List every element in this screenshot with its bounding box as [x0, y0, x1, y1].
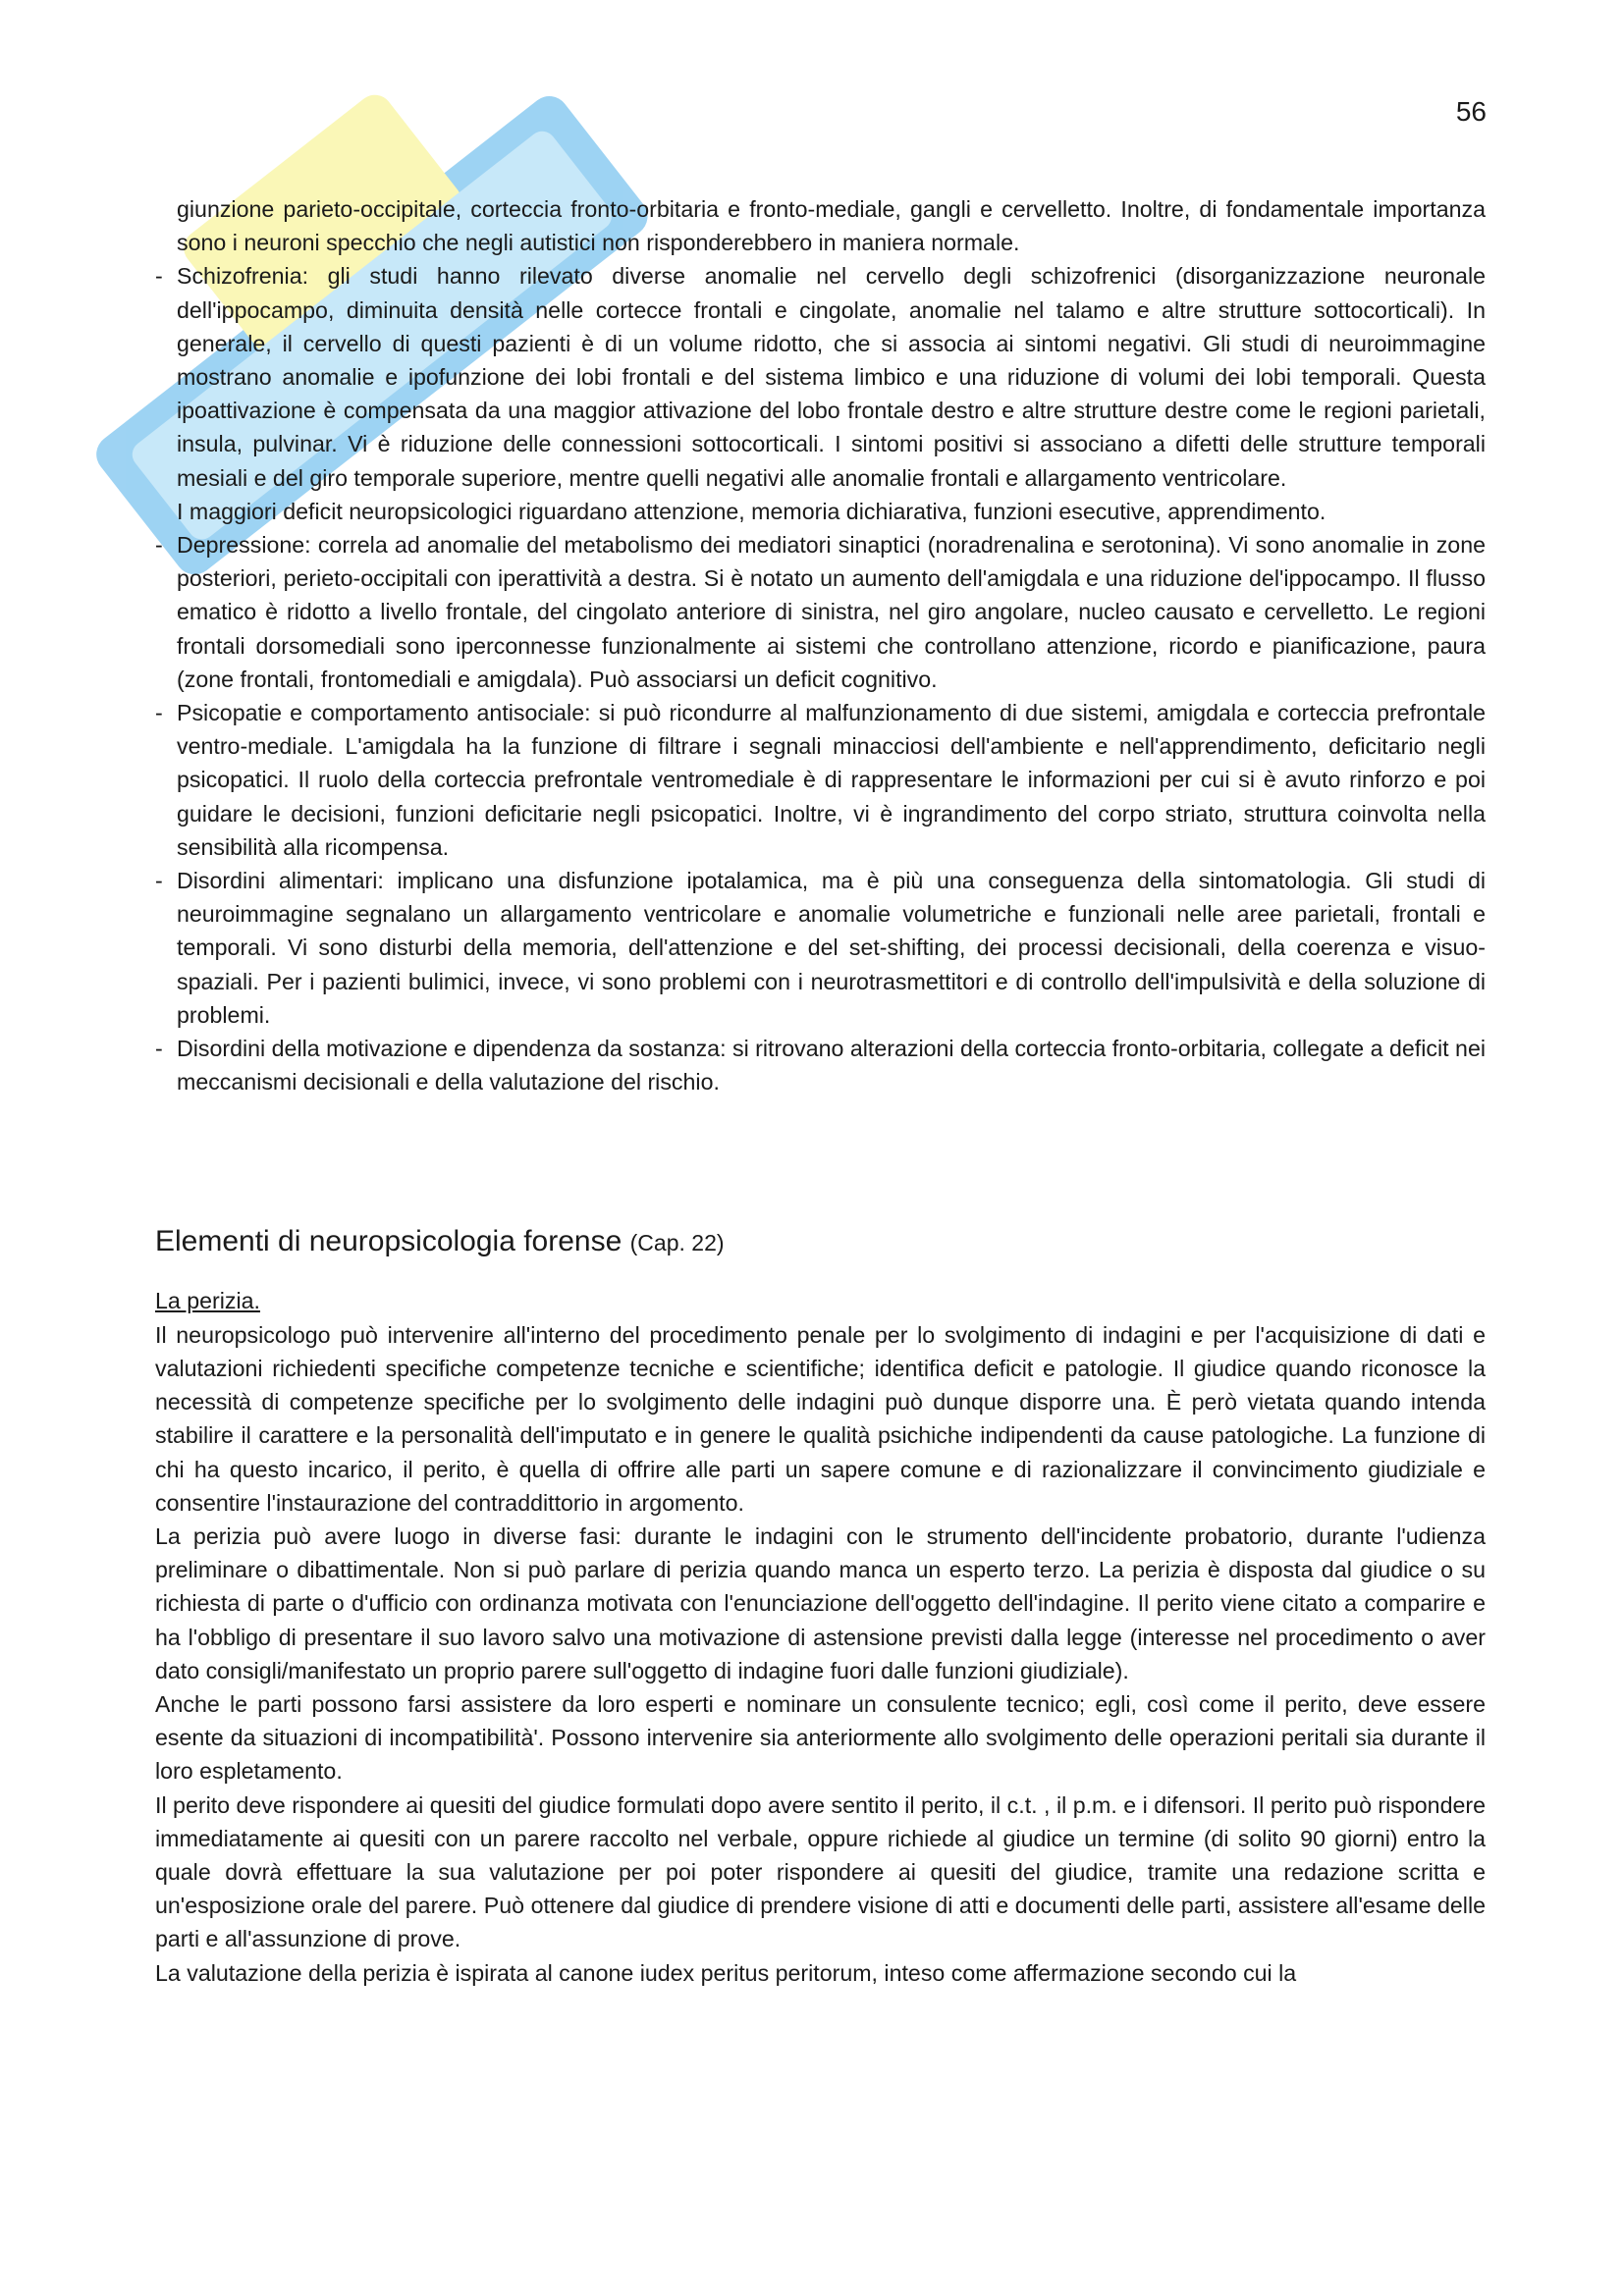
paragraph: La perizia può avere luogo in diverse fasi: durante le indagini con le strumento dell'incidente probatorio, durante l'udienza preliminare o dibattimentale. Non si può parlare di perizia quando manca un esperto terzo. La perizia è disposta dal giudice o su richiesta di parte o d'ufficio con ordinanza motivata con l'enunciazione dell'oggetto dell'indagine. Il perito viene citato a comparire e ha l'obbligo di presentare il suo lavoro salvo una motivazione di astensione previsti dalla legge (interesse nel procedimento o aver dato consigli/manifestato un proprio parere sull'oggetto di indagine fuori dalle funzioni giudiziale).	[155, 1522, 1486, 1683]
list-dash: -	[155, 532, 163, 559]
list-item-text: Depressione: correla ad anomalie del metabolismo dei mediatori sinaptici (noradrenalina e serotonina). Vi sono anomalie in zone posteriori, perieto-occipitali con iperattività a destra. Si è notato un aumento dell'amigdala e una riduzione del'ippocampo. Il flusso ematico è ridotto a livello frontale, del cingolato anteriore di sinistra, nel giro angolare, nucleo causato e cervelletto. Le regioni frontali dorsomediali sono iperconnesse funzionalmente ai sistemi che controllano attenzione, ricordo e pianificazione, paura (zone frontali, frontomediali e amigdala). Può associarsi un deficit cognitivo.	[177, 532, 1486, 692]
section-heading	[155, 1222, 1486, 1262]
list-dash: -	[155, 868, 163, 894]
paragraph: Il neuropsicologo può intervenire all'interno del procedimento penale per lo svolgimento di indagini e per l'acquisizione di dati e valutazioni richiedenti specifiche competenze tecniche e scientifiche; identifica deficit e patologie. Il giudice quando riconosce la necessità di competenze specifiche per lo svolgimento delle indagini può dunque disporre una. È però vietata quando intenda stabilire il carattere e la personalità dell'imputato e in genere le qualità psichiche indipendenti da cause patologiche. La funzione di chi ha questo incarico, il perito, è quella di offrire alle parti un sapere comune e di razionalizzare il convincimento giudiziale e consentire l'instaurazione del contraddittorio in argomento.	[155, 1321, 1486, 1516]
list-item-text: Psicopatie e comportamento antisociale: si può ricondurre al malfunzionamento di due sistemi, amigdala e corteccia prefrontale ventro-mediale. L'amigdala ha la funzione di filtrare i segnali minacciosi dell'ambiente e nell'apprendimento, deficitario negli psicopatici. Il ruolo della corteccia prefrontale ventromediale è di rappresentare le informazioni per cui si è avuto rinforzo e poi guidare le decisioni, funzioni deficitarie negli psicopatici. Inoltre, vi è ingrandimento del corpo striato, struttura coinvolta nella sensibilità alla ricompensa.	[177, 700, 1486, 860]
list-dash: -	[155, 700, 163, 726]
list-item-schizofrenia	[155, 259, 1486, 494]
list-item-text: Disordini della motivazione e dipendenza da sostanza: si ritrovano alterazioni della corteccia fronto-orbitaria, collegate a deficit nei meccanismi decisionali e della valutazione del rischio.	[177, 1036, 1486, 1095]
paragraph: Anche le parti possono farsi assistere da loro esperti e nominare un consulente tecnico; egli, così come il perito, deve essere esente da situazioni di incompatibilità'. Possono intervenire sia anteriormente allo svolgimento delle operazioni peritali sia durante il loro espletamento.	[155, 1690, 1486, 1785]
list-item-motivazione	[155, 1032, 1486, 1098]
paragraph: La valutazione della perizia è ispirata al canone iudex peritus peritorum, inteso come affermazione secondo cui la	[155, 1959, 1297, 1986]
list-dash: -	[155, 263, 163, 290]
list-item-text: Schizofrenia: gli studi hanno rilevato diverse anomalie nel cervello degli schizofrenici (disorganizzazione neuronale dell'ippocampo, diminuita densità nelle cortecce frontali e cingolate, anomalie nel talamo e altre strutture sottocorticali). In generale, il cervello di questi pazienti è di un volume ridotto, che si associa ai sintomi negativi. Gli studi di neuroimmagine mostrano anomalie e ipofunzione dei lobi frontali e del sistema limbico e una riduzione di volumi dei lobi temporali. Questa ipoattivazione è compensata da una maggior attivazione del lobo frontale destro e altre strutture destre come le regioni parietali, insula, pulvinar. Vi è riduzione delle connessioni sottocorticali. I sintomi positivi si associano a difetti delle strutture temporali mesiali e del giro temporale superiore, mentre quelli negativi alle anomalie frontali e allargamento ventricolare.	[177, 263, 1486, 491]
disorder-list	[155, 192, 1486, 1098]
list-dash: -	[155, 1036, 163, 1062]
list-item-psicopatie	[155, 696, 1486, 864]
section-title: Elementi di neuropsicologia forense	[155, 1225, 623, 1258]
list-intro-continuation: giunzione parieto-occipitale, corteccia fronto-orbitaria e fronto-mediale, gangli e cervelletto. Inoltre, di fondamentale importanza sono i neuroni specchio che negli autistici non risponderebbero in maniera normale.	[177, 196, 1486, 256]
page-content	[155, 192, 1486, 1990]
section-chapter: (Cap. 22)	[629, 1230, 725, 1256]
list-item-disordini-alimentari	[155, 864, 1486, 1032]
list-item-extra: I maggiori deficit neuropsicologici riguardano attenzione, memoria dichiarativa, funzioni esecutive, apprendimento.	[177, 498, 1326, 524]
paragraph: Il perito deve rispondere ai quesiti del giudice formulati dopo avere sentito il perito, il c.t. , il p.m. e i difensori. Il perito può rispondere immediatamente ai quesiti con un parere raccolto nel verbale, oppure richiede al giudice un termine (di solito 90 giorni) entro la quale dovrà effettuare la sua valutazione per poi poter rispondere ai quesiti del giudice, tramite una redazione scritta e un'esposizione orale del parere. Può ottenere dal giudice di prendere visione di atti e documenti delle parti, assistere all'esame delle parti e all'assunzione di prove.	[155, 1791, 1486, 1952]
page-number: 56	[1455, 96, 1487, 127]
list-item-depressione	[155, 528, 1486, 696]
list-item-text: Disordini alimentari: implicano una disfunzione ipotalamica, ma è più una conseguenza della sintomatologia. Gli studi di neuroimmagine segnalano un allargamento ventricolare e anomalie volumetriche e funzionali nelle aree parietali, frontali e temporali. Vi sono disturbi della memoria, dell'attenzione e del set-shifting, dei processi decisionali, della coerenza e visuo-spaziali. Per i pazienti bulimici, invece, vi sono problemi con i neurotrasmettitori e di controllo dell'impulsività e della soluzione di problemi.	[177, 868, 1486, 1028]
subsection-title: La perizia.	[155, 1288, 260, 1314]
